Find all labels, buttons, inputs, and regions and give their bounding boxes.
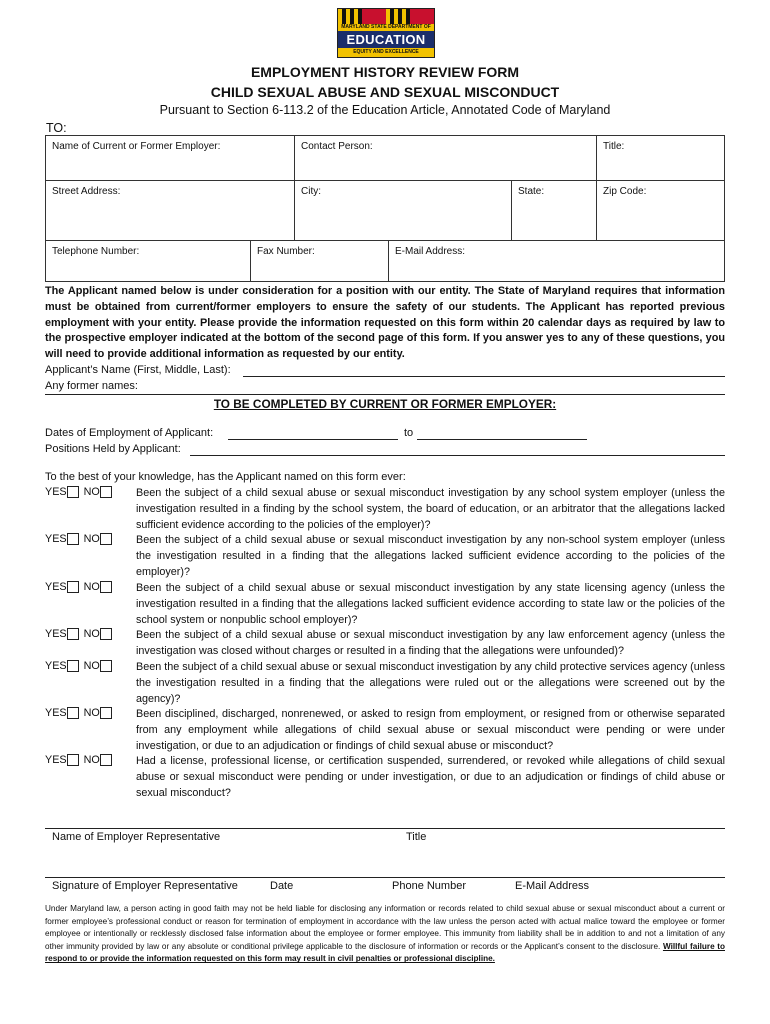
end-date-input[interactable] bbox=[417, 439, 587, 440]
former-names-label: Any former names: bbox=[45, 380, 138, 392]
start-date-input[interactable] bbox=[228, 439, 398, 440]
no-label: NO bbox=[83, 754, 100, 766]
email-label-bottom: E-Mail Address bbox=[515, 880, 589, 892]
question-text: Been the subject of a child sexual abuse or sexual misconduct investigation by any child protective services agency (unless the investigation resulted in a finding that the allegations were ruled out or the allegations were screened out by the agency)? bbox=[136, 661, 725, 705]
legal-reference: Pursuant to Section 6-113.2 of the Education Article, Annotated Code of Maryland bbox=[159, 103, 611, 117]
city-label: City: bbox=[301, 186, 321, 197]
dates-label: Dates of Employment of Applicant: bbox=[45, 427, 214, 439]
telephone-label: Telephone Number: bbox=[52, 246, 140, 257]
state-label: State: bbox=[518, 186, 545, 197]
no-label: NO bbox=[83, 486, 100, 498]
yes-label: YES bbox=[45, 486, 67, 498]
maryland-flag-icon bbox=[338, 9, 434, 24]
zip-code-label: Zip Code: bbox=[603, 186, 647, 197]
section-divider bbox=[45, 394, 725, 395]
contact-title-field[interactable] bbox=[596, 135, 725, 181]
question-text: Been the subject of a child sexual abuse or sexual misconduct investigation by any school system employer (unless the investigation resulted in a finding by the school system, the board of education, or an arbitrator that the allegations lacked sufficient evidence according to the policies of the employer)? bbox=[136, 487, 725, 531]
contact-title-label: Title: bbox=[603, 141, 625, 152]
fax-field[interactable] bbox=[250, 240, 389, 282]
form-title: EMPLOYMENT HISTORY REVIEW FORM bbox=[250, 64, 520, 80]
no-checkbox[interactable] bbox=[100, 660, 112, 672]
question-text: Been the subject of a child sexual abuse or sexual misconduct investigation by any state licensing agency (unless the investigation resulted in a finding that the allegations lacked sufficient evidence according to state law or the policies of the school system or nonpublic school employer)? bbox=[136, 582, 725, 626]
footer-warning: Willful failure to respond to or provide the information requested on this form may result in civil penalties or professional discipline. bbox=[45, 941, 725, 964]
to-date-label: to bbox=[404, 427, 414, 439]
form-subtitle: CHILD SEXUAL ABUSE AND SEXUAL MISCONDUCT bbox=[210, 84, 560, 100]
no-checkbox[interactable] bbox=[100, 533, 112, 545]
msde-logo bbox=[337, 8, 435, 58]
yes-checkbox[interactable] bbox=[67, 486, 79, 498]
no-checkbox[interactable] bbox=[100, 754, 112, 766]
rep-name-label: Name of Employer Representative bbox=[52, 831, 221, 843]
employer-name-label: Name of Current or Former Employer: bbox=[52, 141, 221, 152]
no-checkbox[interactable] bbox=[100, 486, 112, 498]
zip-code-field[interactable] bbox=[596, 180, 725, 241]
applicant-name-label: Applicant’s Name (First, Middle, Last): bbox=[45, 364, 231, 376]
yes-checkbox[interactable] bbox=[67, 754, 79, 766]
signature-line[interactable] bbox=[45, 877, 725, 878]
no-label: NO bbox=[83, 628, 100, 640]
to-label: TO: bbox=[46, 121, 67, 135]
no-label: NO bbox=[83, 707, 100, 719]
intro-paragraph: The Applicant named below is under consideration for a position with our entity. The State of Maryland requires that information must be obtained from current/former employers to ensure the safety of our students. The Applicant has reported previous employment with your entity. Please provide the information requested on this form within 20 calendar days as required by law to the prospective employer indicated at the bottom of the second page of this form. If you answer yes to any of these questions, you will need to provide additional information as requested by our entity. bbox=[45, 285, 725, 361]
yes-label: YES bbox=[45, 581, 67, 593]
applicant-name-input[interactable] bbox=[243, 376, 725, 377]
no-checkbox[interactable] bbox=[100, 628, 112, 640]
no-checkbox[interactable] bbox=[100, 581, 112, 593]
state-field[interactable] bbox=[511, 180, 597, 241]
yes-label: YES bbox=[45, 660, 67, 672]
no-label: NO bbox=[83, 533, 100, 545]
telephone-field[interactable] bbox=[45, 240, 251, 282]
no-checkbox[interactable] bbox=[100, 707, 112, 719]
yes-checkbox[interactable] bbox=[67, 581, 79, 593]
rep-title-label: Title bbox=[406, 831, 427, 843]
yes-label: YES bbox=[45, 754, 67, 766]
logo-main-text: EDUCATION bbox=[338, 31, 434, 48]
email-label: E-Mail Address: bbox=[395, 246, 466, 257]
phone-label: Phone Number bbox=[392, 880, 466, 892]
no-label: NO bbox=[83, 581, 100, 593]
street-address-label: Street Address: bbox=[52, 186, 121, 197]
questions-intro: To the best of your knowledge, has the Applicant named on this form ever: bbox=[45, 471, 406, 483]
positions-label: Positions Held by Applicant: bbox=[45, 443, 181, 455]
yes-checkbox[interactable] bbox=[67, 707, 79, 719]
employer-name-field[interactable] bbox=[45, 135, 295, 181]
question-text: Been the subject of a child sexual abuse or sexual misconduct investigation by any non-school system employer (unless the investigation resulted in a finding that the allegations lacked sufficient evidence according to the policies of the employer)? bbox=[136, 534, 725, 578]
legal-footer bbox=[45, 903, 725, 966]
rep-name-line[interactable] bbox=[45, 828, 725, 829]
date-label: Date bbox=[270, 880, 294, 892]
no-label: NO bbox=[83, 660, 100, 672]
logo-top-text: MARYLAND STATE DEPARTMENT OF bbox=[338, 24, 434, 31]
contact-person-label: Contact Person: bbox=[301, 141, 373, 152]
contact-person-field[interactable] bbox=[294, 135, 597, 181]
section-title: TO BE COMPLETED BY CURRENT OR FORMER EMPLOYER: bbox=[213, 397, 557, 411]
yes-checkbox[interactable] bbox=[67, 533, 79, 545]
yes-label: YES bbox=[45, 533, 67, 545]
yes-checkbox[interactable] bbox=[67, 660, 79, 672]
yes-label: YES bbox=[45, 628, 67, 640]
logo-bottom-text: EQUITY AND EXCELLENCE bbox=[338, 48, 434, 57]
signature-label: Signature of Employer Representative bbox=[52, 880, 238, 892]
yes-checkbox[interactable] bbox=[67, 628, 79, 640]
footer-text: Under Maryland law, a person acting in good faith may not be held liable for disclosing any information or records related to child sexual abuse or sexual misconduct about a current or former employee’s professional conduct or reason for termination of employment in accordance with the law unless the person acted with actual malice toward the employee or former employee or intentionally or recklessly disclosed false information about the employee or former employee. This immunity from liability shall be in addition to and not a limitation of any other immunity provided by law or any absolute or conditional privilege applicable to the disclosure of information or records or the Applicant’s consent to the disclosure. bbox=[45, 904, 725, 951]
question-text: Had a license, professional license, or certification suspended, surrendered, or revoked while allegations of child sexual abuse or sexual misconduct were pending or under investigation, or due to an adjudication or findings of child abuse or sexual misconduct? bbox=[136, 755, 725, 799]
city-field[interactable] bbox=[294, 180, 512, 241]
yes-label: YES bbox=[45, 707, 67, 719]
positions-input[interactable] bbox=[190, 455, 725, 456]
question-text: Been the subject of a child sexual abuse or sexual misconduct investigation by any law enforcement agency (unless the investigation was closed without charges or resulted in a finding that the allegations were unfounded)? bbox=[136, 629, 725, 657]
email-field[interactable] bbox=[388, 240, 725, 282]
question-text: Been disciplined, discharged, nonrenewed, or asked to resign from employment, or resigned from or otherwise separated from any employment while allegations of child sexual abuse or sexual misconduct were pending or were under investigation, or due to an adjudication or findings of child sexual abuse or misconduct? bbox=[136, 708, 725, 752]
fax-label: Fax Number: bbox=[257, 246, 315, 257]
street-address-field[interactable] bbox=[45, 180, 295, 241]
